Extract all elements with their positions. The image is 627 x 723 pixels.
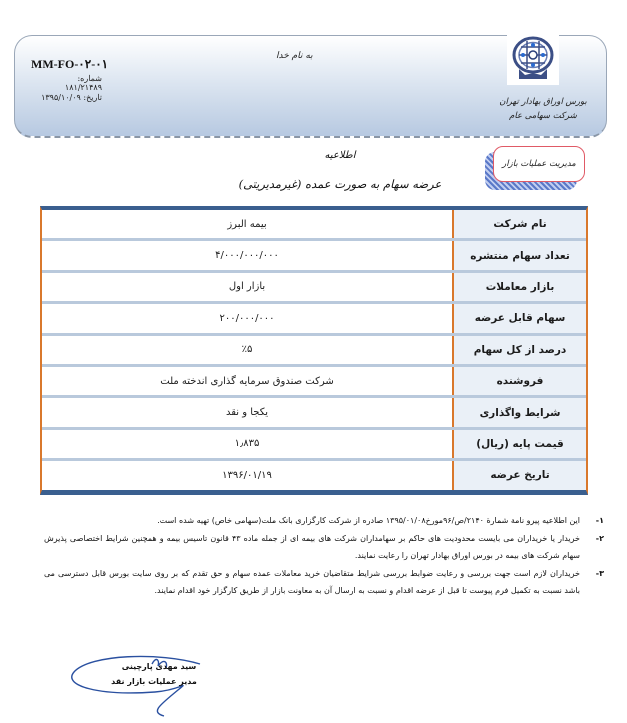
department-label: مدیریت عملیات بازار: [493, 146, 585, 182]
row-value: یکجا و نقد: [42, 398, 452, 426]
table-row: [42, 241, 586, 272]
row-label: شرایط واگذاری: [452, 398, 586, 426]
letter-date: تاریخ: ۱۳۹۵/۱۰/۰۹: [41, 93, 102, 102]
row-label: نام شرکت: [452, 210, 586, 238]
note-item: [44, 530, 604, 565]
note-item: [44, 565, 604, 600]
table-row: [42, 210, 586, 241]
basmala-text: به نام خدا: [276, 51, 313, 61]
notes-list: [44, 512, 604, 600]
note-number: ۳-: [595, 568, 604, 578]
row-value: ۲۰۰/۰۰۰/۰۰۰: [42, 304, 452, 332]
tse-logo-icon: [507, 35, 559, 85]
signatory-name: سید مهدی پارچینی: [121, 662, 197, 671]
row-value: ۱۳۹۶/۰۱/۱۹: [42, 461, 452, 489]
row-label: تعداد سهام منتشره: [452, 241, 586, 269]
table-row: [42, 304, 586, 335]
org-line-2: شرکت سهامی عام: [509, 111, 577, 121]
signatory-title: مدیر عملیات بازار نقد: [111, 677, 197, 686]
table-row: [42, 367, 586, 398]
org-line-1: بورس اوراق بهادار تهران: [499, 97, 587, 107]
organization-name: [498, 95, 588, 123]
table-row: [42, 336, 586, 367]
note-number: ۱-: [595, 516, 604, 525]
table-row: [42, 273, 586, 304]
row-value: شرکت صندوق سرمایه گذاری اندخته ملت: [42, 367, 452, 395]
signature-block: [60, 650, 240, 720]
note-text: این اطلاعیه پیرو نامة شمارة ۲۱۴۰/ص/۹۶مورخ۱۳۹۵/۰۱/۰۸ صادره از شرکت کارگزاری بانک ملت(سهامی خاص) تهیه شده است.: [157, 516, 580, 525]
form-code: MM-FO-۰۲-۰۱: [31, 57, 109, 71]
table-row: [42, 430, 586, 461]
row-label: سهام قابل عرضه: [452, 304, 586, 332]
row-value: ۴/۰۰۰/۰۰۰/۰۰۰: [42, 241, 452, 269]
note-number: ۲-: [595, 533, 604, 543]
table-row: [42, 461, 586, 489]
row-label: بازار معاملات: [452, 273, 586, 301]
notice-label: اطلاعیه: [324, 150, 356, 161]
notice-title: عرضه سهام به صورت عمده (غیرمدیریتی): [238, 177, 442, 191]
department-badge: [490, 146, 585, 190]
table-row: [42, 398, 586, 429]
note-text: خریداران لازم است جهت بررسی و رعایت ضوابط بررسی شرایط متقاضیان خرید معاملات عمده سهام و حق تقدم که بر روی سایت بورس قابل دسترسی می باشد نسبت به تکمیل فرم پیوست تا قبل از عرضه اقدام و نسبت به ارسال آن به معاونت بازار از طریق کارگزار خود اقدام نمایند.: [44, 568, 580, 595]
row-value: بازار اول: [42, 273, 452, 301]
row-label: فروشنده: [452, 367, 586, 395]
row-label: درصد از کل سهام: [452, 336, 586, 364]
row-value: بیمه البرز: [42, 210, 452, 238]
row-label: قیمت پایه (ریال): [452, 430, 586, 458]
offering-details-table: [40, 206, 588, 495]
note-text: خریدار یا خریداران می بایست محدودیت های حاکم بر سهامداران شرکت های بیمه ای از جمله ماده ۴۳ قانون تاسیس بیمه و همچنین شرایط اختصاصی پذیرش سهام شرکت های بیمه در بورس اوراق بهادار تهران را رعایت نمایند.: [44, 533, 580, 560]
row-value: ٪۵: [42, 336, 452, 364]
row-label: تاریخ عرضه: [452, 461, 586, 489]
letter-number: شماره: ۱۸۱/۲۱۴۸۹: [64, 74, 102, 92]
note-item: [44, 512, 604, 530]
row-value: ۱٫۸۳۵: [42, 430, 452, 458]
